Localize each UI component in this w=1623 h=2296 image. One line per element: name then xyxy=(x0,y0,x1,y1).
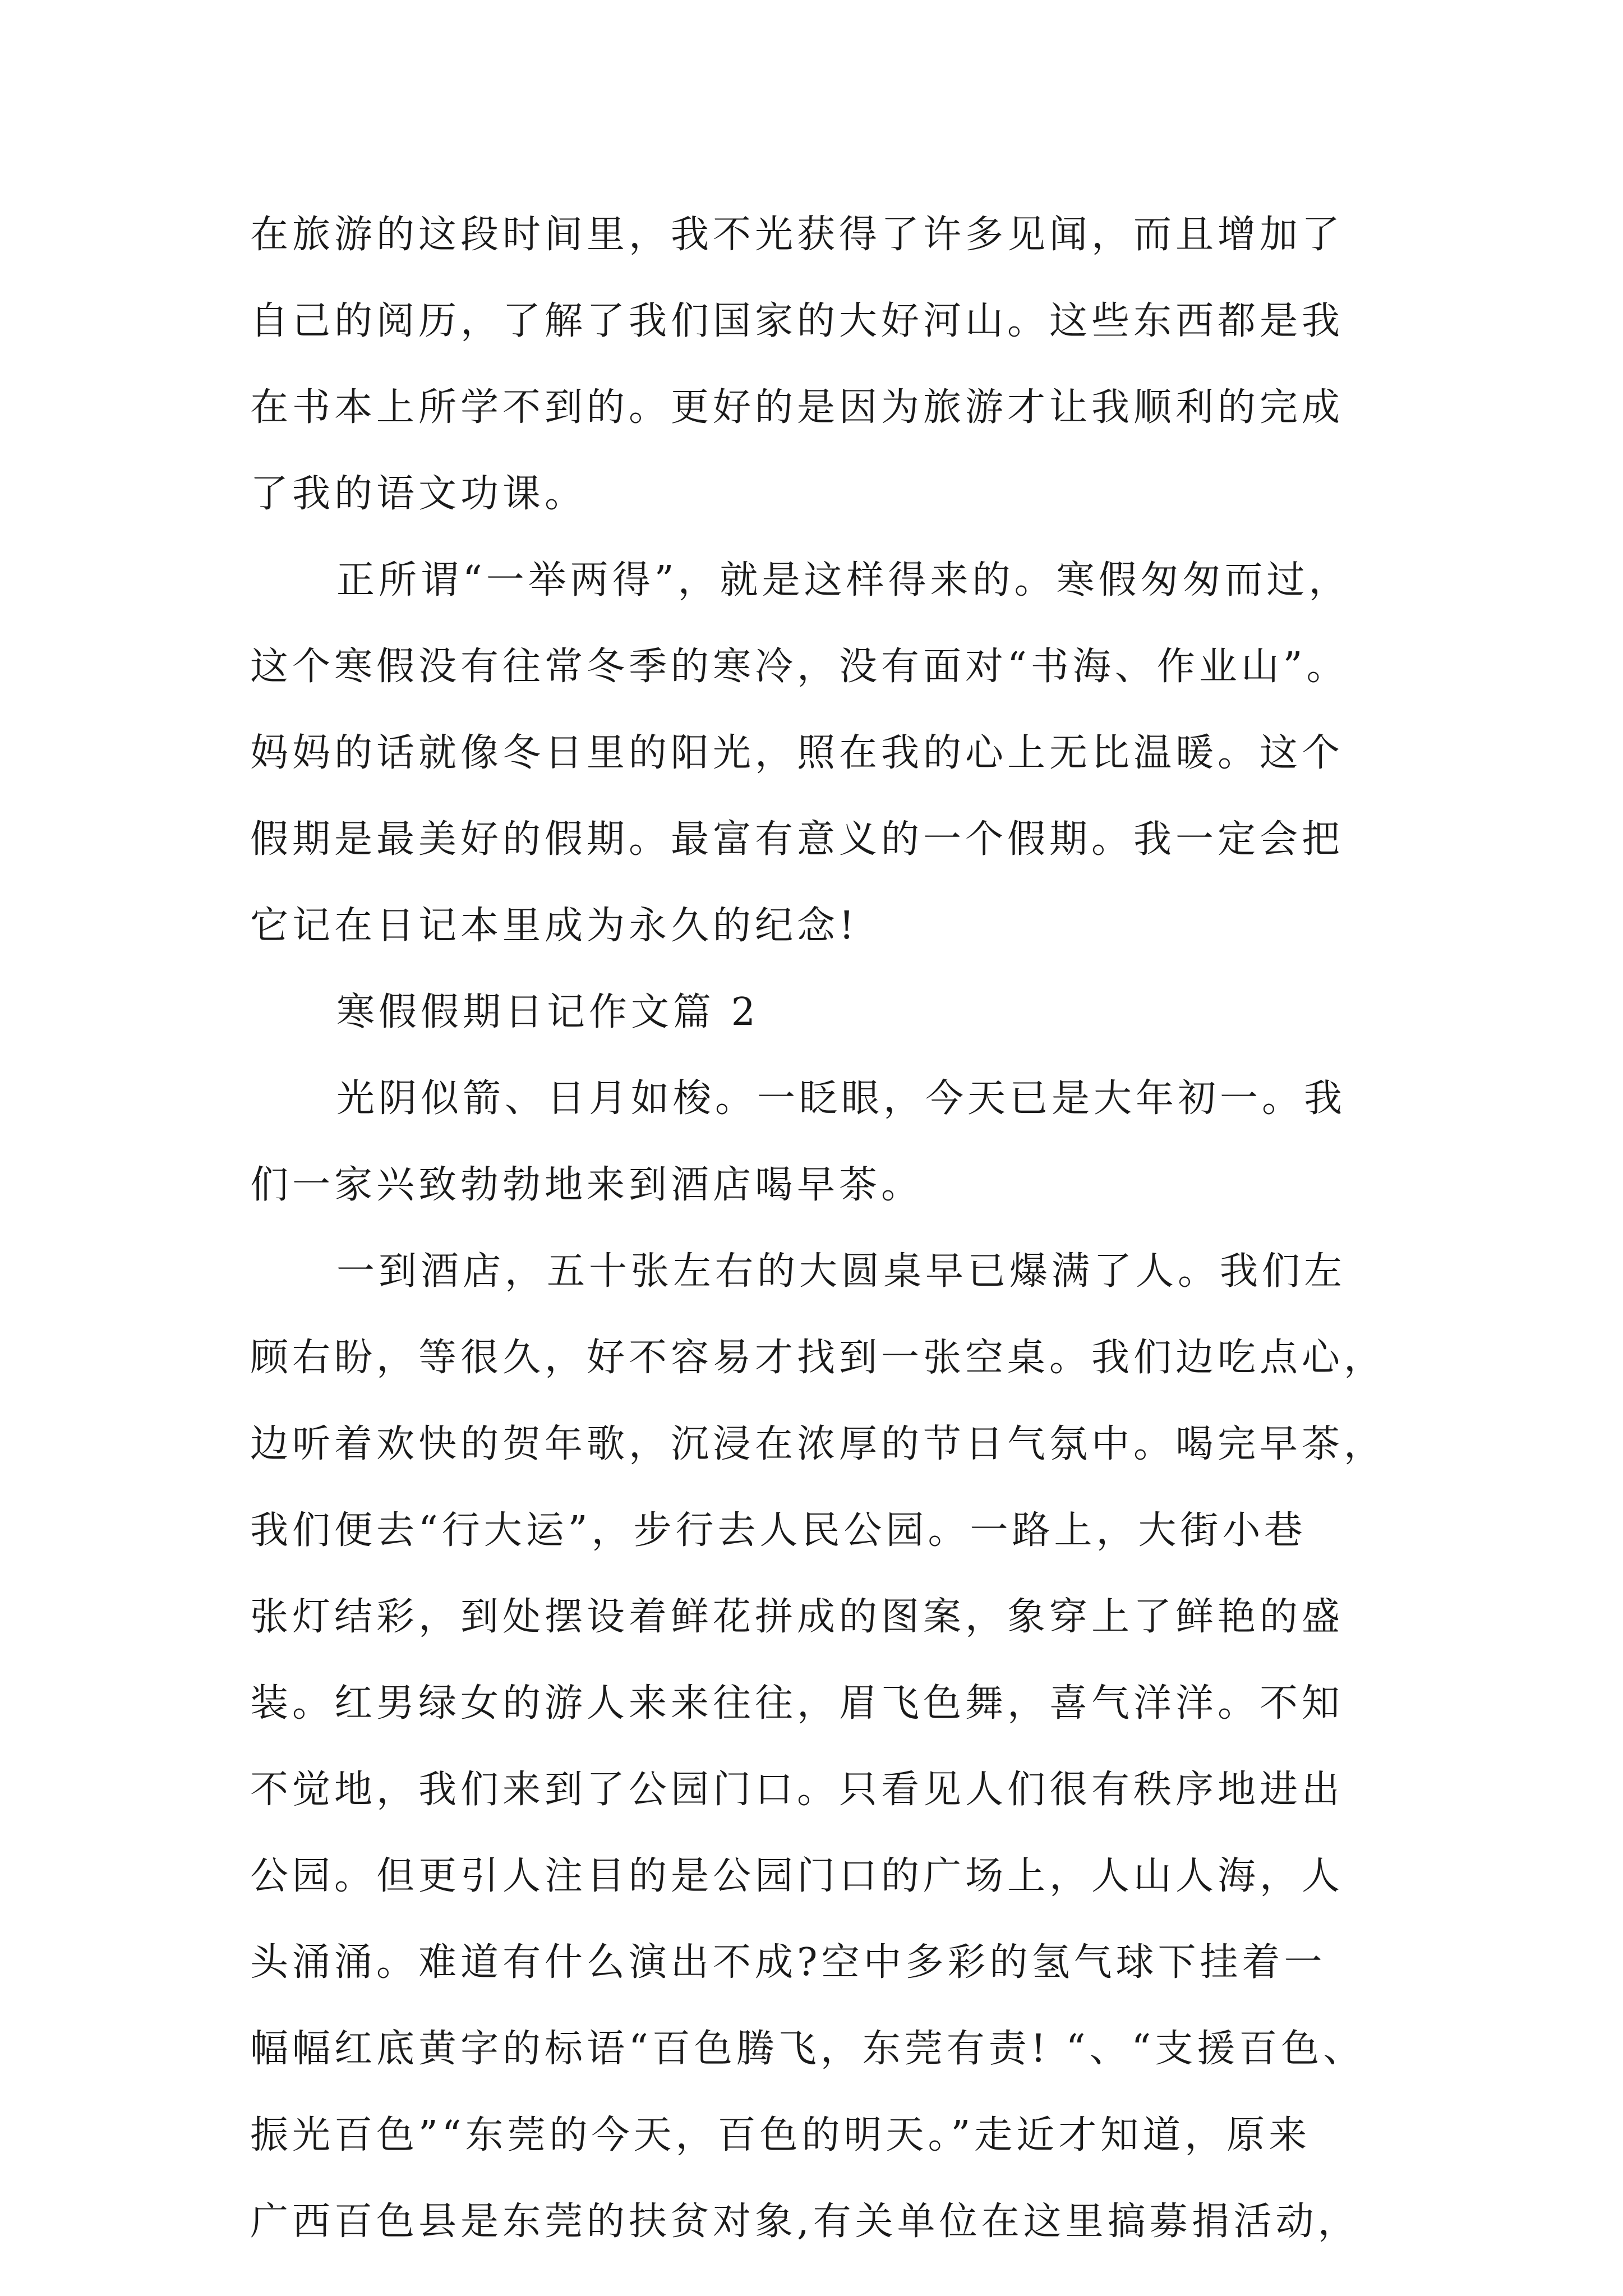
text-line: 在旅游的这段时间里，我不光获得了许多见闻，而且增加了 xyxy=(250,213,1344,257)
text-line: 装。红男绿女的游人来来往往，眉飞色舞，喜气洋洋。不知 xyxy=(250,1681,1344,1726)
text-line: 假期是最美好的假期。最富有意义的一个假期。我一定会把 xyxy=(250,817,1344,862)
text-line: 振光百色”“东莞的今天，百色的明天。”走近才知道，原来 xyxy=(250,2113,1311,2157)
text-line: 自己的阅历，了解了我们国家的大好河山。这些东西都是我 xyxy=(250,299,1344,343)
text-line: 们一家兴致勃勃地来到酒店喝早茶。 xyxy=(250,1163,924,1207)
text-line: 这个寒假没有往常冬季的寒冷，没有面对“书海、作业山”。 xyxy=(250,645,1349,689)
text-line: 妈妈的话就像冬日里的阳光，照在我的心上无比温暖。这个 xyxy=(250,731,1344,775)
paragraph-first-line: 正所谓“一举两得”，就是这样得来的。寒假匆匆而过， xyxy=(336,558,1351,602)
paragraph-first-line: 一到酒店，五十张左右的大圆桌早已爆满了人。我们左 xyxy=(336,1249,1347,1294)
text-line: 顾右盼，等很久，好不容易才找到一张空桌。我们边吃点心， xyxy=(250,1336,1386,1380)
text-line: 我们便去“行大运”，步行去人民公园。一路上，大街小巷 xyxy=(250,1508,1307,1553)
text-line: 幅幅红底黄字的标语“百色腾飞，东莞有责! “、“支援百色、 xyxy=(250,2027,1366,2071)
text-line: 头涌涌。难道有什么演出不成?空中多彩的氢气球下挂着一 xyxy=(250,1940,1326,1985)
text-line: 张灯结彩，到处摆设着鲜花拼成的图案，象穿上了鲜艳的盛 xyxy=(250,1595,1344,1639)
section-heading: 寒假假期日记作文篇 2 xyxy=(336,990,759,1034)
text-line: 边听着欢快的贺年歌，沉浸在浓厚的节日气氛中。喝完早茶， xyxy=(250,1422,1386,1466)
text-line: 在书本上所学不到的。更好的是因为旅游才让我顺利的完成 xyxy=(250,385,1344,430)
text-line: 公园。但更引人注目的是公园门口的广场上，人山人海，人 xyxy=(250,1854,1344,1898)
text-line: 它记在日记本里成为永久的纪念! xyxy=(250,904,859,948)
paragraph-first-line: 光阴似箭、日月如梭。一眨眼，今天已是大年初一。我 xyxy=(336,1076,1347,1121)
text-line: 广西百色县是东莞的扶贫对象,有关单位在这里搞募捐活动， xyxy=(250,2200,1360,2244)
text-line: 不觉地，我们来到了公园门口。只看见人们很有秩序地进出 xyxy=(250,1768,1344,1812)
text-line: 了我的语文功课。 xyxy=(250,472,587,516)
